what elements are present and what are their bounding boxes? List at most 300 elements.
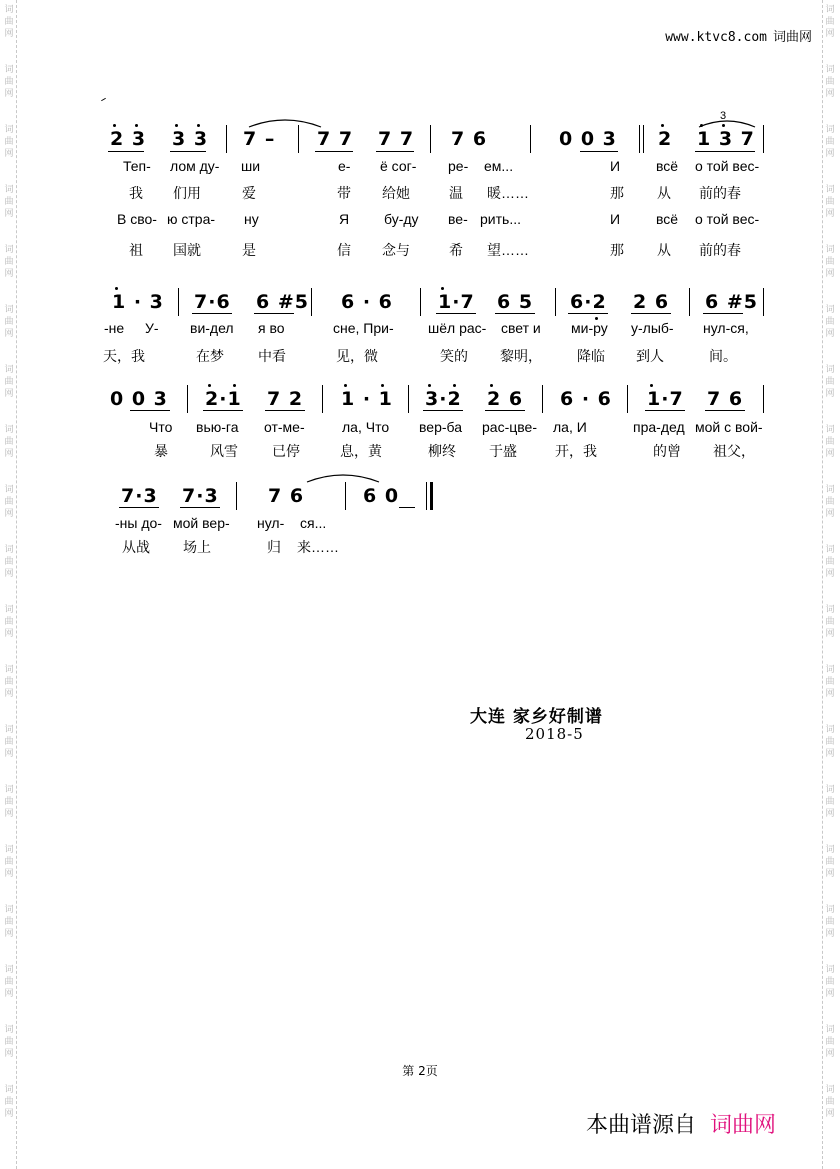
octave-dot <box>650 384 653 387</box>
watermark-char: 网 <box>825 929 835 939</box>
note-group: 2 3 <box>110 128 147 150</box>
source-text: 本曲谱源自 <box>586 1113 697 1138</box>
brand-link[interactable]: 词曲网 <box>710 1113 777 1138</box>
watermark-char: 网 <box>825 749 835 759</box>
barline <box>542 385 543 413</box>
watermark-char: 曲 <box>4 857 14 867</box>
beam-underline <box>695 151 755 152</box>
arranger-date: 2018-5 <box>525 725 584 743</box>
barline <box>311 288 312 316</box>
watermark-block <box>4 484 13 520</box>
watermark-char: 词 <box>825 545 835 555</box>
lyric: 天，我 <box>103 348 145 364</box>
watermark-block <box>4 544 13 580</box>
beam-underline <box>130 410 170 411</box>
site-header <box>665 26 812 45</box>
watermark-char: 词 <box>4 65 14 75</box>
beam-underline <box>436 313 476 314</box>
lyric: 开，我 <box>555 443 597 459</box>
watermark-char: 词 <box>825 785 835 795</box>
lyric: 希 <box>449 242 463 258</box>
watermark-block <box>825 1084 834 1120</box>
watermark-char: 曲 <box>4 317 14 327</box>
watermark-char: 网 <box>825 389 835 399</box>
lyric: 降临 <box>577 348 605 364</box>
watermark-char: 网 <box>825 989 835 999</box>
watermark-char: 词 <box>4 5 14 15</box>
watermark-char: 词 <box>825 665 835 675</box>
barline <box>408 385 409 413</box>
barline <box>763 385 764 413</box>
watermark-char: 网 <box>4 449 14 459</box>
watermark-char: 网 <box>825 869 835 879</box>
watermark-block <box>825 64 834 100</box>
page-number: 第 2页 <box>402 1064 438 1078</box>
watermark-block <box>825 964 834 1000</box>
watermark-char: 词 <box>825 65 835 75</box>
lyric: 黎明， <box>500 348 542 364</box>
watermark-char: 词 <box>4 725 14 735</box>
lyric: 从战 <box>122 539 150 555</box>
watermark-char: 词 <box>825 305 835 315</box>
watermark-block <box>4 844 13 880</box>
note-group: 6 5 <box>497 291 534 313</box>
note-group: 3·2 <box>425 388 462 410</box>
watermark-char: 网 <box>4 269 14 279</box>
octave-dot <box>381 384 384 387</box>
watermark-char: 曲 <box>4 137 14 147</box>
barline <box>345 482 346 510</box>
lyric: 暴 <box>154 443 168 459</box>
note-group: 6 · 6 <box>560 388 612 410</box>
watermark-char: 网 <box>825 1049 835 1059</box>
lyric: ла, Что <box>342 419 390 435</box>
lyric: ё сог- <box>380 158 417 174</box>
note-group: 7·3 <box>121 485 158 507</box>
lyric: 温 <box>449 185 463 201</box>
lyric: ви-дел <box>190 320 234 336</box>
watermark-char: 词 <box>4 965 14 975</box>
lyric: 从 <box>657 185 671 201</box>
note-group: 0 0 3 <box>110 388 168 410</box>
lyric: 那 <box>610 185 624 201</box>
lyric: В сво- <box>117 211 157 227</box>
site-name: 词曲网 <box>772 30 812 45</box>
watermark-char: 曲 <box>4 497 14 507</box>
octave-dot <box>233 384 236 387</box>
watermark-char: 曲 <box>4 677 14 687</box>
watermark-char: 曲 <box>825 377 835 387</box>
lyric: У- <box>145 320 159 336</box>
watermark-char: 网 <box>4 869 14 879</box>
watermark-block <box>4 124 13 160</box>
note-group: 6 #5 <box>256 291 309 313</box>
lyric: нул-ся, <box>703 320 749 336</box>
note-group: 2 <box>658 128 673 150</box>
lyric: рить... <box>480 211 521 227</box>
note-group: 7 6 <box>268 485 305 507</box>
right-watermark-strip <box>822 0 837 1169</box>
lyric: 念与 <box>382 242 410 258</box>
beam-underline <box>399 507 415 508</box>
watermark-char: 网 <box>825 29 835 39</box>
watermark-block <box>4 364 13 400</box>
barline <box>322 385 323 413</box>
beam-underline <box>495 313 535 314</box>
watermark-block <box>4 64 13 100</box>
note-group: 1 · 3 <box>112 291 164 313</box>
watermark-char: 曲 <box>825 857 835 867</box>
watermark-char: 网 <box>825 269 835 279</box>
watermark-char: 词 <box>825 125 835 135</box>
beam-underline <box>423 410 463 411</box>
note-group: 1·7 <box>438 291 475 313</box>
watermark-char: 网 <box>825 209 835 219</box>
beam-underline <box>265 410 305 411</box>
lyric: 是 <box>242 242 256 258</box>
watermark-block <box>4 784 13 820</box>
watermark-char: 词 <box>825 1085 835 1095</box>
lyric: 给她 <box>382 185 410 201</box>
barline <box>178 288 179 316</box>
lyric: пра-дед <box>633 419 685 435</box>
watermark-char: 词 <box>4 665 14 675</box>
double-barline <box>643 125 644 153</box>
lyric: о той вес- <box>695 211 760 227</box>
watermark-char: 网 <box>825 629 835 639</box>
watermark-char: 曲 <box>825 797 835 807</box>
note-group: 7 – <box>243 128 276 150</box>
watermark-char: 词 <box>4 905 14 915</box>
watermark-block <box>4 964 13 1000</box>
lyric: 前的春 <box>699 185 741 201</box>
lyric: 的曾 <box>653 443 681 459</box>
note-group: 6 0 <box>363 485 400 507</box>
watermark-char: 网 <box>4 29 14 39</box>
watermark-char: 曲 <box>825 137 835 147</box>
watermark-block <box>825 424 834 460</box>
lyric: 笑的 <box>440 348 468 364</box>
octave-dot <box>135 124 138 127</box>
watermark-char: 曲 <box>4 1037 14 1047</box>
watermark-char: 网 <box>825 89 835 99</box>
watermark-char: 词 <box>4 605 14 615</box>
octave-dot <box>175 124 178 127</box>
final-barline-thick <box>430 482 433 510</box>
lyric: 在梦 <box>196 348 224 364</box>
watermark-block <box>4 424 13 460</box>
lyric: 见，微 <box>336 348 378 364</box>
watermark-char: 词 <box>825 905 835 915</box>
watermark-block <box>825 904 834 940</box>
lyric: 那 <box>610 242 624 258</box>
watermark-char: 网 <box>4 929 14 939</box>
watermark-char: 曲 <box>4 917 14 927</box>
lyric: ну <box>244 211 259 227</box>
lyric: мой вер- <box>173 515 230 531</box>
note-group: 1 · 1 <box>341 388 393 410</box>
lyric: 祖 <box>129 242 143 258</box>
watermark-char: 网 <box>4 149 14 159</box>
watermark-block <box>4 1084 13 1120</box>
watermark-char: 曲 <box>825 17 835 27</box>
watermark-char: 曲 <box>825 497 835 507</box>
watermark-block <box>4 664 13 700</box>
watermark-char: 曲 <box>825 617 835 627</box>
lyric: 场上 <box>183 539 211 555</box>
watermark-char: 网 <box>4 629 14 639</box>
watermark-char: 词 <box>825 485 835 495</box>
octave-dot <box>344 384 347 387</box>
watermark-char: 曲 <box>4 557 14 567</box>
watermark-block <box>4 184 13 220</box>
watermark-char: 曲 <box>825 317 835 327</box>
lyric: ве- <box>448 211 468 227</box>
watermark-char: 词 <box>825 185 835 195</box>
octave-dot <box>113 124 116 127</box>
barline <box>420 288 421 316</box>
watermark-char: 曲 <box>825 197 835 207</box>
lyric: 暖…… <box>487 185 529 201</box>
beam-underline <box>645 410 685 411</box>
lyric: 国就 <box>173 242 201 258</box>
barline <box>763 288 764 316</box>
lyric: мой с вой- <box>695 419 763 435</box>
watermark-char: 网 <box>825 1109 835 1119</box>
note-group: 1·7 <box>647 388 684 410</box>
octave-dot <box>115 287 118 290</box>
barline <box>430 125 431 153</box>
lyric: Что <box>149 419 173 435</box>
watermark-char: 曲 <box>825 977 835 987</box>
lyric: ре- <box>448 158 469 174</box>
watermark-char: 曲 <box>4 77 14 87</box>
lyric: бу-ду <box>384 211 419 227</box>
lyric: 来…… <box>297 539 339 555</box>
watermark-char: 网 <box>4 389 14 399</box>
lyric: 到人 <box>636 348 664 364</box>
watermark-char: 词 <box>4 305 14 315</box>
beam-underline <box>376 151 414 152</box>
lyric: 息，黄 <box>340 443 382 459</box>
site-url[interactable]: www.ktvc8.com <box>665 30 767 45</box>
lyric: И <box>610 211 621 227</box>
lyric: 归 <box>267 539 281 555</box>
watermark-block <box>825 484 834 520</box>
watermark-char: 词 <box>4 1025 14 1035</box>
octave-dot <box>661 124 664 127</box>
lyric: 们用 <box>173 185 201 201</box>
barline <box>555 288 556 316</box>
watermark-block <box>825 304 834 340</box>
lyric: нул- <box>257 515 285 531</box>
watermark-char: 曲 <box>825 917 835 927</box>
note-group: 7 7 <box>317 128 354 150</box>
watermark-char: 曲 <box>825 437 835 447</box>
watermark-char: 曲 <box>4 617 14 627</box>
lyric: 于盛 <box>489 443 517 459</box>
watermark-char: 曲 <box>825 1097 835 1107</box>
beam-underline <box>254 313 294 314</box>
lyric: Теп- <box>123 158 151 174</box>
watermark-char: 曲 <box>825 677 835 687</box>
beam-underline <box>203 410 243 411</box>
watermark-char: 网 <box>825 569 835 579</box>
lyric: всё <box>656 158 679 174</box>
lyric: ся... <box>300 515 327 531</box>
lyric: от-ме- <box>264 419 305 435</box>
lyric: я во <box>258 320 285 336</box>
watermark-char: 曲 <box>4 1097 14 1107</box>
watermark-char: 网 <box>4 689 14 699</box>
final-barline-thin <box>426 482 427 510</box>
watermark-char: 曲 <box>4 17 14 27</box>
watermark-char: 曲 <box>825 737 835 747</box>
beam-underline <box>703 313 743 314</box>
watermark-char: 词 <box>825 365 835 375</box>
lyric: ми-ру <box>571 320 608 336</box>
lyric: свет и <box>501 320 541 336</box>
note-group: 6 #5 <box>705 291 758 313</box>
watermark-block <box>4 244 13 280</box>
note-group: 7 2 <box>267 388 304 410</box>
lyric: 望…… <box>487 242 529 258</box>
barline <box>226 125 227 153</box>
triplet-mark: 3 <box>720 110 727 122</box>
arranger-signature: 大连 家乡好制谱 <box>470 707 603 727</box>
watermark-char: 曲 <box>825 1037 835 1047</box>
note-group: 6·2 <box>570 291 607 313</box>
watermark-block <box>825 124 834 160</box>
source-footer <box>586 1108 776 1139</box>
watermark-char: 网 <box>4 209 14 219</box>
lyric: сне, При- <box>333 320 394 336</box>
barline <box>187 385 188 413</box>
note-group: 2 6 <box>633 291 670 313</box>
watermark-char: 网 <box>825 509 835 519</box>
note-group: 3 3 <box>172 128 209 150</box>
note-group: 2 6 <box>487 388 524 410</box>
barline <box>236 482 237 510</box>
barline <box>627 385 628 413</box>
lyric: -не <box>104 320 125 336</box>
octave-dot <box>490 384 493 387</box>
watermark-char: 词 <box>825 965 835 975</box>
lyric: о той вес- <box>695 158 760 174</box>
note-group: 7 7 <box>378 128 415 150</box>
octave-dot <box>208 384 211 387</box>
beam-underline <box>485 410 525 411</box>
watermark-char: 曲 <box>825 557 835 567</box>
lyric: шёл рас- <box>428 320 487 336</box>
watermark-char: 网 <box>825 149 835 159</box>
beam-underline <box>568 313 608 314</box>
note-group: 2·1 <box>205 388 242 410</box>
lyric: -ны до- <box>115 515 162 531</box>
watermark-char: 词 <box>825 605 835 615</box>
note-group: 6 · 6 <box>341 291 393 313</box>
beam-underline <box>170 151 206 152</box>
watermark-char: 网 <box>825 689 835 699</box>
watermark-block <box>825 724 834 760</box>
watermark-char: 网 <box>4 989 14 999</box>
lyric: рас-цве- <box>482 419 537 435</box>
lyric: всё <box>656 211 679 227</box>
octave-dot <box>453 384 456 387</box>
barline <box>530 125 531 153</box>
lyric: Я <box>339 211 350 227</box>
watermark-char: 网 <box>4 749 14 759</box>
left-watermark-strip <box>2 0 17 1169</box>
watermark-char: 词 <box>825 1025 835 1035</box>
watermark-block <box>825 844 834 880</box>
watermark-char: 网 <box>4 89 14 99</box>
watermark-char: 曲 <box>4 257 14 267</box>
watermark-char: 词 <box>825 425 835 435</box>
lyric: 信 <box>337 242 351 258</box>
watermark-char: 曲 <box>4 977 14 987</box>
watermark-block <box>825 184 834 220</box>
watermark-char: 网 <box>4 509 14 519</box>
beam-underline <box>119 507 159 508</box>
watermark-char: 网 <box>4 569 14 579</box>
watermark-char: 词 <box>4 245 14 255</box>
watermark-char: 网 <box>4 809 14 819</box>
barline <box>298 125 299 153</box>
watermark-block <box>4 4 13 40</box>
watermark-char: 词 <box>825 245 835 255</box>
watermark-char: 词 <box>4 185 14 195</box>
lyric: вер-ба <box>419 419 462 435</box>
octave-dot <box>428 384 431 387</box>
lyric: 已停 <box>272 443 300 459</box>
beam-underline <box>108 151 144 152</box>
beam-underline <box>180 507 220 508</box>
watermark-char: 网 <box>825 809 835 819</box>
watermark-block <box>825 1024 834 1060</box>
watermark-char: 网 <box>825 329 835 339</box>
beam-underline <box>192 313 232 314</box>
lyric: у-лыб- <box>631 320 674 336</box>
watermark-block <box>4 304 13 340</box>
octave-dot <box>197 124 200 127</box>
barline <box>763 125 764 153</box>
watermark-block <box>4 604 13 640</box>
watermark-char: 曲 <box>825 77 835 87</box>
lyric: ла, И <box>553 419 587 435</box>
watermark-char: 词 <box>4 125 14 135</box>
lyric: 带 <box>337 185 351 201</box>
lyric: 柳终 <box>428 443 456 459</box>
octave-dot <box>441 287 444 290</box>
corner-tick <box>101 98 106 101</box>
lyric: 我 <box>129 185 143 201</box>
watermark-char: 词 <box>4 845 14 855</box>
watermark-char: 网 <box>4 329 14 339</box>
lyric: е- <box>338 158 351 174</box>
watermark-char: 网 <box>4 1109 14 1119</box>
watermark-char: 词 <box>825 725 835 735</box>
watermark-block <box>825 604 834 640</box>
note-group: 7·6 <box>194 291 231 313</box>
beam-underline <box>315 151 353 152</box>
watermark-char: 曲 <box>4 797 14 807</box>
watermark-char: 网 <box>825 449 835 459</box>
beam-underline <box>705 410 745 411</box>
note-group: 7 6 <box>451 128 488 150</box>
watermark-block <box>825 544 834 580</box>
lyric: И <box>610 158 621 174</box>
